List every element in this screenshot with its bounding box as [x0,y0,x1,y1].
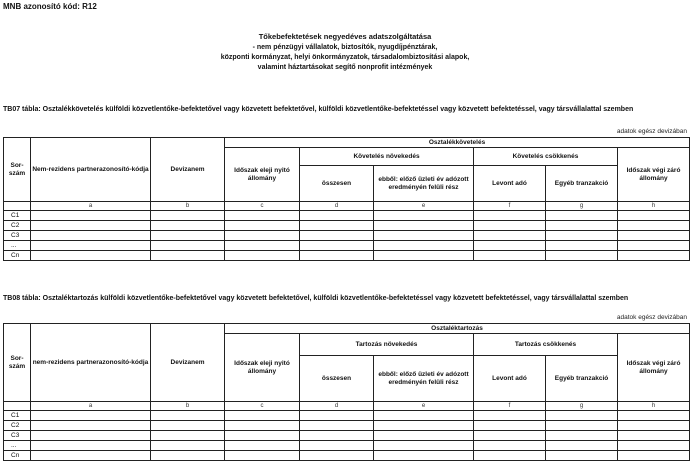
cell [618,411,690,421]
tb08-letter-a: a [31,402,151,411]
cell [151,221,225,231]
cell [31,221,151,231]
cell [225,431,300,441]
tb07-letter-c: c [225,202,300,211]
cell [151,431,225,441]
tb07-row-label: ... [4,241,31,251]
cell [474,431,546,441]
cell [300,241,374,251]
cell [31,421,151,431]
cell [374,231,474,241]
tb08-header-of-which: ebből: előző üzleti év adózott eredményén felüli rész [374,356,474,402]
tb07-letter-h: h [618,202,690,211]
tb07-header-sorszam: Sor-szám [4,138,31,202]
cell [300,441,374,451]
tb07-header-closing: Időszak végi záró állomány [618,148,690,202]
cell [225,211,300,221]
cell [31,441,151,451]
cell [546,441,618,451]
tb07-header-increase: Követelés növekedés [300,148,474,166]
tb07-header-tax: Levont adó [474,166,546,202]
tb08-header-sorszam: Sor-szám [4,324,31,402]
tb07-title: TB07 tábla: Osztalékkövetelés külföldi közvetlentőke-befektetővel vagy közvetett befektetővel, külföldi közvetlentőke-befektetéssel vagy közvetett befektetéssel, vagy társvállalattal szemben [3,106,634,113]
cell [225,241,300,251]
tb08-letter-f: f [474,402,546,411]
cell [474,241,546,251]
tb08-letter-blank [4,402,31,411]
tb07-letter-a: a [31,202,151,211]
heading-line-4: valamint háztartásokat segítő nonprofit intézmények [257,64,433,71]
tb07-row-label: C1 [4,211,31,221]
table-row [4,221,690,231]
heading-line-3: központi kormányzat, helyi önkormányzatok, társadalombiztosítási alapok, [220,54,470,61]
tb08-letter-c: c [225,402,300,411]
cell [474,231,546,241]
tb08-header-opening: Időszak eleji nyitó állomány [225,334,300,402]
table-row [4,251,690,261]
tb08-row-label: Cn [4,451,31,461]
tb08-letter-d: d [300,402,374,411]
cell [474,451,546,461]
cell [618,441,690,451]
tb08-row-label: C2 [4,421,31,431]
cell [300,211,374,221]
cell [546,241,618,251]
tb07-letter-e: e [374,202,474,211]
cell [31,431,151,441]
tb08-header-other: Egyéb tranzakció [546,356,618,402]
cell [546,411,618,421]
cell [374,421,474,431]
cell [300,251,374,261]
cell [374,451,474,461]
cell [225,451,300,461]
table-row [4,411,690,421]
cell [546,251,618,261]
tb08-header-closing: Időszak végi záró állomány [618,334,690,402]
cell [474,441,546,451]
table-row [4,431,690,441]
cell [546,421,618,431]
cell [300,421,374,431]
cell [546,231,618,241]
tb08-header-deviza: Devizanem [151,324,225,402]
tb07-units: adatok egész devizában [616,128,687,135]
table-row [4,231,690,241]
cell [31,241,151,251]
cell [374,251,474,261]
cell [374,431,474,441]
document-heading [180,32,510,73]
tb08-header-total: összesen [300,356,374,402]
cell [31,411,151,421]
cell [374,241,474,251]
cell [151,251,225,261]
cell [374,211,474,221]
heading-line-1: Tőkebefektetések negyedéves adatszolgáltatása [258,32,432,41]
cell [151,411,225,421]
tb07-row-label: C3 [4,231,31,241]
cell [151,211,225,221]
tb07-letter-f: f [474,202,546,211]
tb07-letter-g: g [546,202,618,211]
cell [474,221,546,231]
tb07-header-deviza: Devizanem [151,138,225,202]
tb07-header-group: Osztalékkövetelés [225,138,690,148]
tb08-table [3,323,690,461]
tb07-header-partner: Nem-rezidens partnerazonosító-kódja [31,138,151,202]
table-row [4,211,690,221]
cell [151,241,225,251]
heading-line-2: - nem pénzügyi vállalatok, biztosítók, nyugdíjpénztárak, [252,44,438,51]
tb08-letter-g: g [546,402,618,411]
cell [618,241,690,251]
cell [618,451,690,461]
tb08-header-decrease: Tartozás csökkenés [474,334,618,356]
cell [546,451,618,461]
cell [151,421,225,431]
cell [300,411,374,421]
cell [546,211,618,221]
cell [300,221,374,231]
tb07-letter-d: d [300,202,374,211]
tb08-header-group: Osztaléktartozás [225,324,690,334]
cell [474,211,546,221]
cell [618,251,690,261]
cell [31,231,151,241]
cell [474,411,546,421]
tb07-header-total: összesen [300,166,374,202]
tb07-table [3,137,690,261]
cell [618,211,690,221]
cell [546,221,618,231]
cell [225,441,300,451]
cell [618,431,690,441]
tb08-header-tax: Levont adó [474,356,546,402]
tb07-letter-b: b [151,202,225,211]
tb08-letter-b: b [151,402,225,411]
tb07-row-label: C2 [4,221,31,231]
tb08-header-increase: Tartozás növekedés [300,334,474,356]
tb08-letter-e: e [374,402,474,411]
cell [618,221,690,231]
tb07-header-opening: Időszak eleji nyitó állomány [225,148,300,202]
cell [225,221,300,231]
tb08-row-label: C3 [4,431,31,441]
cell [300,431,374,441]
tb07-header-of-which: ebből: előző üzleti év adózott eredményén felüli rész [374,166,474,202]
tb08-title: TB08 tábla: Osztaléktartozás külföldi közvetlentőke-befektetővel vagy közvetett befektetővel, külföldi közvetlentőke-befektetéssel vagy közvetett befektetéssel, vagy társvállalattal szemben [3,295,629,302]
tb07-header-other: Egyéb tranzakció [546,166,618,202]
cell [546,431,618,441]
tb07-letter-blank [4,202,31,211]
cell [151,441,225,451]
table-row [4,241,690,251]
tb08-units: adatok egész devizában [616,314,687,321]
cell [151,231,225,241]
cell [31,211,151,221]
table-row [4,451,690,461]
cell [374,221,474,231]
cell [618,421,690,431]
tb08-row-label: ... [4,441,31,451]
cell [300,451,374,461]
cell [374,411,474,421]
table-row [4,441,690,451]
form-code: MNB azonosító kód: R12 [3,2,97,11]
tb08-header-partner: nem-rezidens partnerazonosító-kódja [31,324,151,402]
cell [474,251,546,261]
table-row [4,421,690,431]
cell [618,231,690,241]
cell [225,251,300,261]
cell [300,231,374,241]
tb08-row-label: C1 [4,411,31,421]
cell [31,251,151,261]
tb08-letter-h: h [618,402,690,411]
cell [151,451,225,461]
cell [225,411,300,421]
cell [374,441,474,451]
cell [474,421,546,431]
tb07-header-decrease: Követelés csökkenés [474,148,618,166]
tb07-row-label: Cn [4,251,31,261]
cell [31,451,151,461]
cell [225,421,300,431]
cell [225,231,300,241]
